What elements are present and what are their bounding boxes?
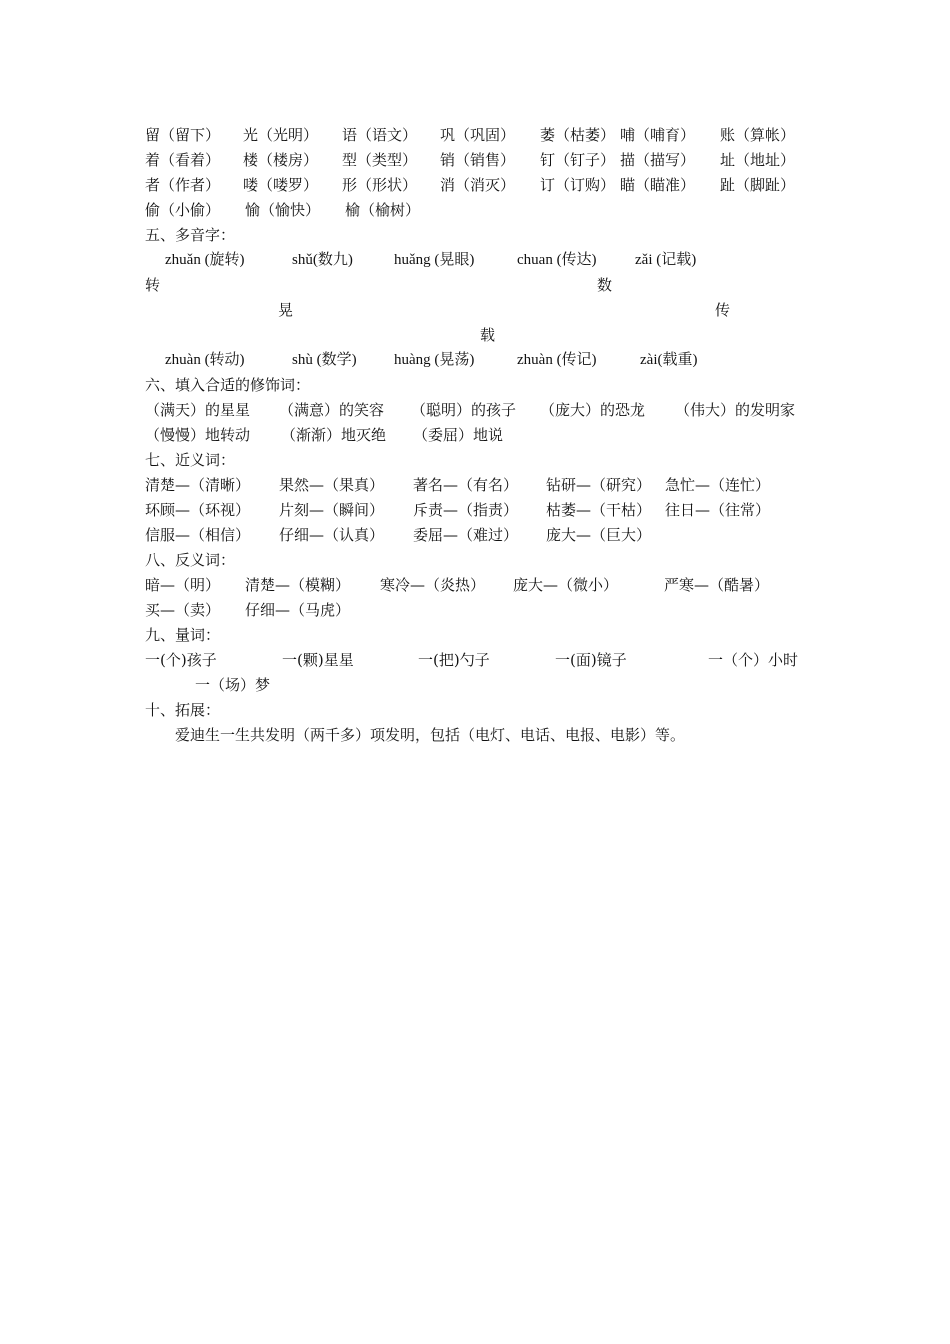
polyphone-char: 晃	[278, 301, 294, 319]
char-cell: 语（语文）	[342, 126, 418, 144]
modifier-cell: （渐渐）地灭绝	[281, 426, 387, 444]
antonym-cell: 庞大—（微小）	[513, 576, 619, 594]
char-cell: 瞄（瞄准）	[620, 176, 696, 194]
measure-cell: 一(把)勺子	[418, 651, 490, 669]
char-cell: 巩（巩固）	[440, 126, 516, 144]
pinyin-cell: shù (数学)	[292, 352, 357, 368]
antonym-cell: 寒冷—（炎热）	[380, 576, 486, 594]
antonym-cell: 严寒—（酷暑）	[664, 576, 770, 594]
synonym-cell: 急忙—（连忙）	[665, 476, 771, 494]
char-cell: 偷（小偷）	[145, 201, 221, 219]
antonym-cell: 暗—（明）	[145, 576, 221, 594]
antonym-cell: 仔细—（马虎）	[245, 601, 351, 619]
char-cell: 榆（榆树）	[345, 201, 421, 219]
polyphone-char: 转	[145, 276, 161, 294]
antonym-cell: 清楚—（模糊）	[245, 576, 351, 594]
modifier-cell: （伟大）的发明家	[675, 401, 796, 419]
measure-cell: 一（场）梦	[195, 676, 271, 694]
pinyin-cell: chuan (传达)	[517, 252, 597, 268]
char-cell: 账（算帐）	[720, 126, 796, 144]
char-cell: 描（描写）	[620, 151, 696, 169]
heading-text: 六、填入合适的修饰词：	[145, 376, 311, 394]
pinyin-cell: zhuàn (传记)	[517, 352, 597, 368]
char-cell: 型（类型）	[342, 151, 418, 169]
pinyin-cell: zhuǎn (旋转)	[165, 252, 245, 268]
synonym-cell: 委屈—（难过）	[413, 526, 519, 544]
pinyin-cell: huàng (晃荡)	[394, 352, 475, 368]
char-cell: 喽（喽罗）	[243, 176, 319, 194]
measure-cell: 一（个）小时	[708, 651, 799, 669]
synonym-cell: 环顾—（环视）	[145, 501, 251, 519]
char-cell: 消（消灭）	[440, 176, 516, 194]
char-cell: 址（地址）	[720, 151, 796, 169]
modifier-cell: （委屈）地说	[413, 426, 504, 444]
heading-text: 七、近义词：	[145, 451, 236, 469]
polyphone-char: 载	[480, 326, 496, 344]
char-cell: 楼（楼房）	[243, 151, 319, 169]
pinyin-cell: zhuàn (转动)	[165, 352, 245, 368]
char-cell: 销（销售）	[440, 151, 516, 169]
heading-text: 九、量词：	[145, 626, 221, 644]
char-cell: 萎（枯萎）	[540, 126, 616, 144]
measure-cell: 一(个)孩子	[145, 651, 217, 669]
synonym-cell: 枯萎—（干枯）	[546, 501, 652, 519]
heading-text: 十、拓展：	[145, 701, 221, 719]
polyphone-char: 传	[715, 301, 731, 319]
pinyin-cell: shǔ(数九)	[292, 252, 353, 268]
modifier-cell: （满天）的星星	[145, 401, 251, 419]
modifier-cell: （满意）的笑容	[279, 401, 385, 419]
char-cell: 订（订购）	[540, 176, 616, 194]
synonym-cell: 钻研—（研究）	[546, 476, 652, 494]
char-cell: 者（作者）	[145, 176, 221, 194]
modifier-cell: （庞大）的恐龙	[540, 401, 646, 419]
polyphone-char: 数	[597, 276, 613, 294]
synonym-cell: 片刻—（瞬间）	[279, 501, 385, 519]
antonym-cell: 买—（卖）	[145, 601, 221, 619]
synonym-cell: 信服—（相信）	[145, 526, 251, 544]
synonym-cell: 庞大—（巨大）	[546, 526, 652, 544]
char-cell: 哺（哺育）	[620, 126, 696, 144]
pinyin-cell: zài(载重)	[640, 352, 698, 368]
char-cell: 愉（愉快）	[245, 201, 321, 219]
measure-cell: 一(颗)星星	[282, 651, 354, 669]
modifier-cell: （慢慢）地转动	[145, 426, 251, 444]
char-cell: 形（形状）	[342, 176, 418, 194]
pinyin-cell: huǎng (晃眼)	[394, 252, 475, 268]
extension-text: 爱迪生一生共发明（两千多）项发明，包括（电灯、电话、电报、电影）等。	[175, 726, 686, 744]
modifier-cell: （聪明）的孩子	[411, 401, 517, 419]
synonym-cell: 仔细—（认真）	[279, 526, 385, 544]
synonym-cell: 斥责—（指责）	[413, 501, 519, 519]
heading-text: 八、反义词：	[145, 551, 236, 569]
char-cell: 留（留下）	[145, 126, 221, 144]
char-cell: 光（光明）	[243, 126, 319, 144]
heading-text: 五、多音字：	[145, 226, 236, 244]
synonym-cell: 著名—（有名）	[413, 476, 519, 494]
char-cell: 着（看着）	[145, 151, 221, 169]
measure-cell: 一(面)镜子	[555, 651, 627, 669]
char-cell: 钉（钉子）	[540, 151, 616, 169]
char-cell: 趾（脚趾）	[720, 176, 796, 194]
synonym-cell: 清楚—（清晰）	[145, 476, 251, 494]
pinyin-cell: zǎi (记载)	[635, 252, 697, 268]
synonym-cell: 果然—（果真）	[279, 476, 385, 494]
synonym-cell: 往日—（往常）	[665, 501, 771, 519]
